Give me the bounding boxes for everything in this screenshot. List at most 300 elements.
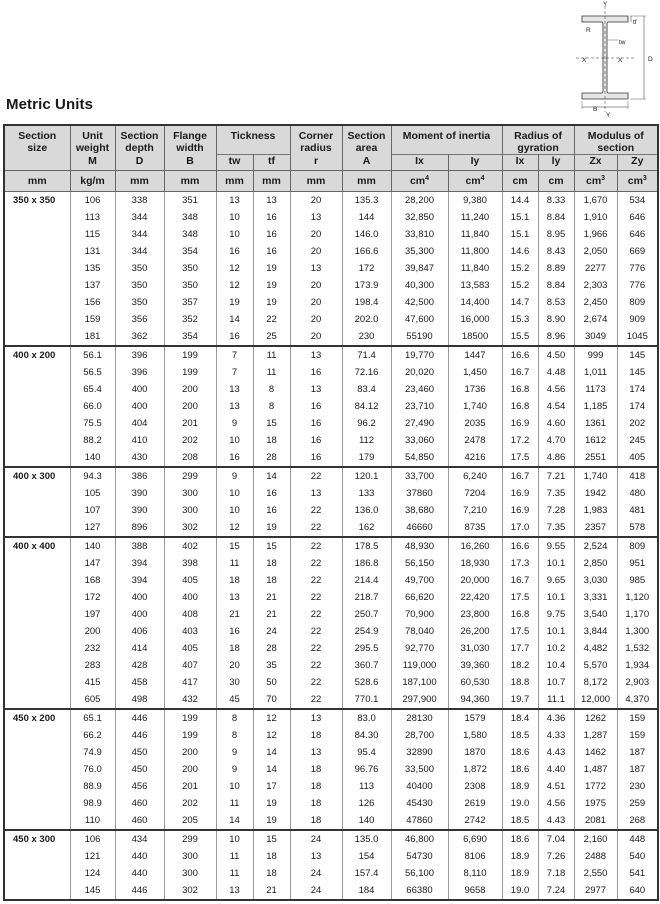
table-cell: 770.1 [342,691,391,709]
table-cell: 78,040 [391,623,448,640]
table-cell: 8,110 [448,865,502,882]
table-cell: 16.6 [502,537,538,555]
table-cell: 7.28 [538,502,574,519]
table-cell: 200 [164,761,216,778]
table-cell: 1,532 [617,640,658,657]
header-flange-width: Flange width [164,125,216,155]
table-cell: 127 [70,519,115,537]
table-cell: 1045 [617,328,658,346]
table-cell: 16,260 [448,537,502,555]
table-cell: 200 [164,398,216,415]
table-cell: 18.8 [502,674,538,691]
table-cell: 338 [115,192,164,210]
table-cell: 45430 [391,795,448,812]
table-cell: 402 [164,537,216,555]
table-cell: 11 [253,364,290,381]
table-cell: 56.1 [70,346,115,364]
header-sym-m: M [70,155,115,171]
table-cell: 16.7 [502,572,538,589]
table-cell: 302 [164,882,216,900]
table-cell: 200 [164,381,216,398]
table-cell: 18.6 [502,744,538,761]
table-cell: 56,100 [391,865,448,882]
table-cell: 498 [115,691,164,709]
table-cell: 10 [216,209,253,226]
table-cell: 198.4 [342,294,391,311]
table-cell: 434 [115,830,164,848]
table-row [4,691,658,709]
table-row [4,467,658,485]
table-cell: 17.5 [502,589,538,606]
table-cell: 145 [70,882,115,900]
diagram-label-d: D [648,56,653,63]
table-row [4,623,658,640]
table-cell: 540 [617,848,658,865]
table-row [4,555,658,572]
table-cell: 2478 [448,432,502,449]
table-cell: 283 [70,657,115,674]
header-modulus-of-section: Modulus of section [574,125,658,155]
table-cell: 22 [290,589,342,606]
table-cell: 8.84 [538,209,574,226]
table-cell: 28130 [391,709,448,727]
table-cell: 96.2 [342,415,391,432]
diagram-label-b: B [593,106,598,113]
section-properties-table-wrapper [3,124,657,901]
table-cell: 390 [115,502,164,519]
table-cell: 4,370 [617,691,658,709]
table-cell: 40400 [391,778,448,795]
table-cell: 10 [216,432,253,449]
table-cell: 135 [70,260,115,277]
table-cell: 9.75 [538,606,574,623]
table-cell: 11 [216,848,253,865]
table-cell: 350 [115,260,164,277]
table-cell: 19 [253,294,290,311]
table-cell: 300 [164,865,216,882]
table-cell: 16 [253,485,290,502]
table-cell: 9658 [448,882,502,900]
table-cell: 13 [290,709,342,727]
table-cell: 145 [617,346,658,364]
table-cell: 7 [216,346,253,364]
table-cell: 22 [290,691,342,709]
unit-label: cm [548,175,564,187]
table-cell: 140 [70,537,115,555]
table-cell: 75.5 [70,415,115,432]
table-cell: 110 [70,812,115,830]
table-cell: 809 [617,537,658,555]
table-cell: 120.1 [342,467,391,485]
table-cell: 66380 [391,882,448,900]
table-cell: 1,185 [574,398,617,415]
header-radius-of-gyration: Radius of gyration [502,125,574,155]
table-cell: 13 [216,381,253,398]
table-cell: 16 [290,432,342,449]
table-cell: 2,160 [574,830,617,848]
table-cell: 259 [617,795,658,812]
table-cell: 19 [216,294,253,311]
table-cell: 56,150 [391,555,448,572]
table-cell: 145 [617,364,658,381]
table-cell: 23,710 [391,398,448,415]
table-cell: 1736 [448,381,502,398]
table-cell: 4.43 [538,812,574,830]
table-cell: 21 [253,882,290,900]
table-cell: 417 [164,674,216,691]
table-cell: 19 [253,260,290,277]
table-cell: 3,540 [574,606,617,623]
table-cell: 1,670 [574,192,617,210]
table-cell: 10 [216,778,253,795]
table-cell: 11,240 [448,209,502,226]
table-cell: 7.35 [538,519,574,537]
table-cell: 18 [216,640,253,657]
table-cell: 16 [290,449,342,467]
table-cell: 14 [216,311,253,328]
table-cell: 2,050 [574,243,617,260]
table-cell: 386 [115,467,164,485]
header-sym-zx: Zx [574,155,617,171]
diagram-label-x-right: X [618,57,623,64]
table-cell: 8,172 [574,674,617,691]
table-cell: 16 [253,209,290,226]
unit-label: mm [225,175,244,187]
table-row [4,848,658,865]
table-cell: 2,850 [574,555,617,572]
table-cell: 985 [617,572,658,589]
section-size-cell: 350 x 350 [4,192,70,347]
table-cell: 1,170 [617,606,658,623]
table-cell: 46,800 [391,830,448,848]
table-cell: 186.8 [342,555,391,572]
table-cell: 126 [342,795,391,812]
table-cell: 350 [115,277,164,294]
table-cell: 8.53 [538,294,574,311]
table-cell: 33,060 [391,432,448,449]
table-cell: 460 [115,795,164,812]
table-row [4,398,658,415]
table-row [4,657,658,674]
table-cell: 208 [164,449,216,467]
table-cell: 432 [164,691,216,709]
table-cell: 66.0 [70,398,115,415]
table-cell: 156 [70,294,115,311]
table-cell: 113 [70,209,115,226]
table-cell: 400 [115,589,164,606]
table-cell: 8 [216,709,253,727]
table-cell: 37860 [391,485,448,502]
table-cell: 446 [115,727,164,744]
table-cell: 83.4 [342,381,391,398]
table-cell: 187 [617,761,658,778]
table-cell: 33,500 [391,761,448,778]
table-cell: 15 [253,415,290,432]
table-cell: 22 [290,467,342,485]
table-cell: 119,000 [391,657,448,674]
table-cell: 15 [253,537,290,555]
table-row [4,882,658,900]
table-cell: 32890 [391,744,448,761]
table-cell: 76.0 [70,761,115,778]
table-cell: 4.60 [538,415,574,432]
table-cell: 70,900 [391,606,448,623]
table-cell: 9.65 [538,572,574,589]
table-cell: 440 [115,848,164,865]
table-cell: 22,420 [448,589,502,606]
table-cell: 400 [164,589,216,606]
table-cell: 300 [164,848,216,865]
header-section-size: Section size [4,125,70,171]
table-cell: 18.2 [502,657,538,674]
table-cell: 140 [70,449,115,467]
diagram-label-y-top: Y [603,1,608,8]
table-row [4,432,658,449]
table-cell: 20 [290,226,342,243]
table-cell: 147 [70,555,115,572]
unit-cell [342,171,391,192]
table-cell: 54,850 [391,449,448,467]
table-cell: 14 [253,761,290,778]
table-row [4,260,658,277]
table-cell: 17.5 [502,623,538,640]
table-cell: 951 [617,555,658,572]
table-cell: 16 [253,502,290,519]
table-cell: 350 [115,294,164,311]
table-cell: 354 [164,328,216,346]
table-row [4,294,658,311]
table-cell: 28,200 [391,192,448,210]
table-cell: 1772 [574,778,617,795]
table-cell: 18 [290,812,342,830]
table-cell: 20 [216,657,253,674]
table-cell: 106 [70,192,115,210]
table-cell: 18 [253,432,290,449]
table-cell: 440 [115,865,164,882]
table-row [4,192,658,210]
table-cell: 3049 [574,328,617,346]
table-cell: 94.3 [70,467,115,485]
table-cell: 95.4 [342,744,391,761]
table-cell: 18.5 [502,812,538,830]
table-cell: 184 [342,882,391,900]
table-cell: 70 [253,691,290,709]
header-sym-d: D [115,155,164,171]
table-cell: 480 [617,485,658,502]
table-cell: 200 [164,744,216,761]
table-cell: 18.6 [502,830,538,848]
table-cell: 2,524 [574,537,617,555]
table-cell: 9 [216,744,253,761]
table-cell: 534 [617,192,658,210]
table-cell: 13 [290,485,342,502]
table-cell: 46660 [391,519,448,537]
table-cell: 16.7 [502,467,538,485]
unit-label: mm [357,175,376,187]
table-cell: 1,300 [617,623,658,640]
table-cell: 7,210 [448,502,502,519]
table-cell: 446 [115,882,164,900]
table-cell: 115 [70,226,115,243]
table-cell: 33,810 [391,226,448,243]
table-cell: 202.0 [342,311,391,328]
table-cell: 159 [617,709,658,727]
unit-superscript: 3 [601,175,606,182]
table-cell: 414 [115,640,164,657]
table-cell: 20,020 [391,364,448,381]
table-cell: 178.5 [342,537,391,555]
table-cell: 42,500 [391,294,448,311]
table-cell: 406 [115,623,164,640]
table-cell: 31,030 [448,640,502,657]
unit-label: cm [409,175,426,187]
table-cell: 16.8 [502,381,538,398]
table-cell: 407 [164,657,216,674]
table-row [4,727,658,744]
table-cell: 9 [216,467,253,485]
table-cell: 16.9 [502,502,538,519]
header-row-2 [4,155,658,171]
table-cell: 8.33 [538,192,574,210]
table-cell: 21 [253,589,290,606]
table-cell: 105 [70,485,115,502]
table-cell: 15.1 [502,226,538,243]
table-cell: 2,450 [574,294,617,311]
table-cell: 179 [342,449,391,467]
table-cell: 16 [216,449,253,467]
table-cell: 16.8 [502,606,538,623]
table-row [4,761,658,778]
table-cell: 1,011 [574,364,617,381]
unit-cell [164,171,216,192]
table-cell: 146.0 [342,226,391,243]
table-cell: 8.95 [538,226,574,243]
section-size-cell: 450 x 200 [4,709,70,830]
table-row [4,674,658,691]
table-cell: 6,690 [448,830,502,848]
table-cell: 48,930 [391,537,448,555]
table-cell: 12 [253,727,290,744]
table-cell: 13 [290,260,342,277]
table-cell: 54730 [391,848,448,865]
table-cell: 16 [253,243,290,260]
table-cell: 106 [70,830,115,848]
table-cell: 10 [216,226,253,243]
table-cell: 15.5 [502,328,538,346]
table-cell: 344 [115,209,164,226]
table-cell: 4.51 [538,778,574,795]
table-cell: 181 [70,328,115,346]
table-body [4,192,658,901]
table-cell: 24 [290,865,342,882]
table-cell: 15.2 [502,277,538,294]
table-cell: 4.70 [538,432,574,449]
table-cell: 4,482 [574,640,617,657]
section-size-cell: 400 x 200 [4,346,70,467]
table-row [4,709,658,727]
table-cell: 7 [216,364,253,381]
table-cell: 21 [253,606,290,623]
table-cell: 400 [115,606,164,623]
table-cell: 21 [216,606,253,623]
table-cell: 202 [164,795,216,812]
table-cell: 3,844 [574,623,617,640]
table-cell: 2035 [448,415,502,432]
table-cell: 458 [115,674,164,691]
table-cell: 396 [115,346,164,364]
unit-label: mm [27,175,47,187]
table-cell: 398 [164,555,216,572]
table-cell: 19,770 [391,346,448,364]
table-cell: 124 [70,865,115,882]
table-cell: 14.6 [502,243,538,260]
table-cell: 17.7 [502,640,538,657]
unit-superscript: 4 [480,175,485,182]
table-cell: 7.21 [538,467,574,485]
table-cell: 19.0 [502,882,538,900]
table-cell: 17.3 [502,555,538,572]
table-cell: 669 [617,243,658,260]
unit-label: cm [465,175,481,187]
table-cell: 28,700 [391,727,448,744]
table-row [4,415,658,432]
table-cell: 405 [617,449,658,467]
table-cell: 40,300 [391,277,448,294]
table-cell: 12 [216,260,253,277]
table-cell: 415 [70,674,115,691]
table-cell: 8.43 [538,243,574,260]
table-cell: 22 [290,502,342,519]
table-cell: 187 [617,744,658,761]
header-sym-ix: Ix [391,155,448,171]
table-cell: 646 [617,226,658,243]
unit-cell [115,171,164,192]
table-cell: 113 [342,778,391,795]
table-cell: 5,570 [574,657,617,674]
table-cell: 16 [216,243,253,260]
table-cell: 418 [617,467,658,485]
table-cell: 49,700 [391,572,448,589]
table-cell: 166.6 [342,243,391,260]
table-cell: 299 [164,467,216,485]
table-cell: 22 [290,640,342,657]
table-cell: 8.96 [538,328,574,346]
table-cell: 10 [216,502,253,519]
table-cell: 214.4 [342,572,391,589]
table-cell: 1,740 [574,467,617,485]
header-sym-zy: Zy [617,155,658,171]
header-unit-weight: Unit weight [70,125,115,155]
table-cell: 154 [342,848,391,865]
table-cell: 13 [290,744,342,761]
table-row [4,243,658,260]
table-cell: 16.7 [502,364,538,381]
table-cell: 22 [253,311,290,328]
table-cell: 16 [216,328,253,346]
table-row [4,830,658,848]
unit-superscript: 4 [425,175,430,182]
table-cell: 15.2 [502,260,538,277]
table-cell: 362 [115,328,164,346]
table-cell: 22 [290,555,342,572]
unit-label: mm [262,175,281,187]
table-cell: 405 [164,572,216,589]
table-cell: 297,900 [391,691,448,709]
table-cell: 13 [290,381,342,398]
table-cell: 24 [253,623,290,640]
unit-cell [502,171,538,192]
table-cell: 65.4 [70,381,115,398]
